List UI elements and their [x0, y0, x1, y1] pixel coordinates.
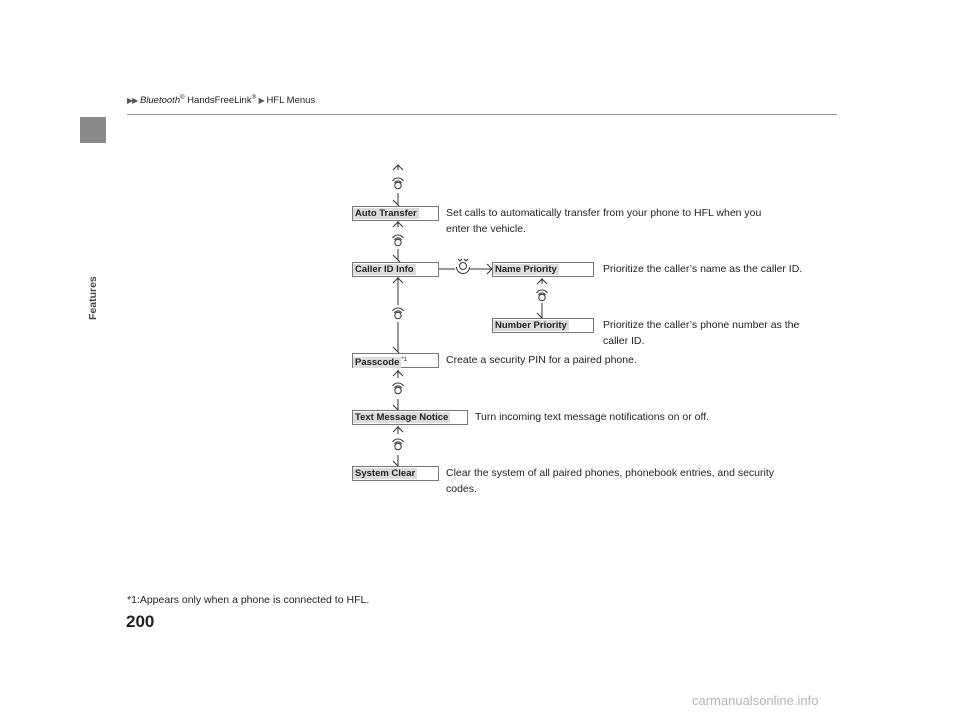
section-label: Features	[87, 276, 99, 320]
menu-item-number-priority[interactable]	[492, 318, 594, 333]
menu-item-label: Passcode	[355, 357, 400, 369]
breadcrumb-item-bluetooth[interactable]: Bluetooth	[139, 95, 181, 107]
press-knob-icon	[393, 383, 404, 394]
watermark: carmanualsonline.info	[692, 693, 819, 708]
passcode-description: Create a security PIN for a paired phone.	[446, 354, 637, 366]
menu-item-auto-transfer[interactable]	[352, 206, 439, 221]
menu-item-label: Number Priority	[495, 320, 567, 331]
rotate-knob-icon	[457, 259, 470, 274]
breadcrumb-item-handsfreelink[interactable]: HandsFreeLink	[184, 95, 252, 107]
press-knob-icon	[393, 235, 404, 246]
menu-item-name-priority[interactable]	[492, 262, 594, 277]
menu-item-label: Text Message Notice	[355, 412, 449, 423]
breadcrumb-arrow-icon: ▶	[258, 96, 264, 106]
menu-item-passcode[interactable]	[352, 353, 439, 368]
breadcrumb-item-hfl-menus[interactable]: HFL Menus	[266, 95, 316, 107]
menu-item-label: Name Priority	[495, 264, 557, 275]
press-knob-icon	[537, 290, 548, 301]
press-knob-icon	[393, 178, 404, 189]
registered-mark: ®	[251, 95, 257, 101]
menu-item-label: Caller ID Info	[355, 264, 414, 275]
auto-transfer-description: Set calls to automatically transfer from your phone to HFL when you enter the vehicle.	[446, 207, 762, 235]
breadcrumb-arrow-icon: ▶▶	[127, 96, 138, 106]
name-priority-description: Prioritize the caller’s name as the caller ID.	[603, 263, 803, 275]
press-knob-icon	[393, 439, 404, 450]
page-number: 200	[126, 612, 155, 631]
number-priority-description: Prioritize the caller’s phone number as the caller ID.	[603, 319, 800, 347]
system-clear-description: Clear the system of all paired phones, phonebook entries, and security codes.	[446, 467, 775, 495]
menu-item-label: Auto Transfer	[355, 208, 417, 219]
text-message-notice-description: Turn incoming text message notifications on or off.	[475, 411, 710, 423]
press-knob-icon	[393, 308, 404, 319]
menu-item-text-message-notice[interactable]	[352, 410, 468, 425]
menu-item-system-clear[interactable]	[352, 466, 439, 481]
footnote: *1:Appears only when a phone is connected to HFL.	[127, 594, 370, 606]
registered-mark: ®	[180, 95, 185, 101]
menu-item-caller-id-info[interactable]	[352, 262, 439, 277]
footnote-ref: *1	[401, 357, 408, 363]
menu-item-label: System Clear	[355, 468, 416, 479]
